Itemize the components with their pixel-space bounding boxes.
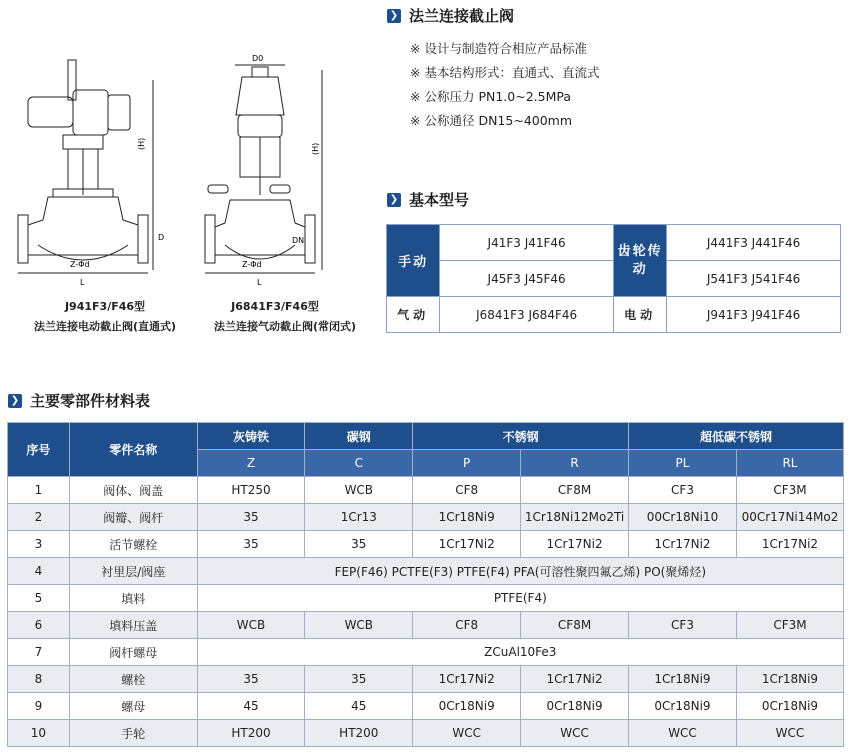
table-cell: 活节螺栓 (69, 531, 197, 558)
dim-dn-right: DN (292, 236, 305, 245)
table-cell: WCC (413, 720, 521, 747)
table-cell: 4 (8, 558, 70, 585)
model-title-text: 基本型号 (409, 191, 470, 209)
table-cell: 1Cr18Ni12Mo2Ti (521, 504, 629, 531)
section-valve-title (387, 5, 514, 26)
model-value: J941F3 J941F46 (667, 297, 841, 333)
table-cell: 35 (197, 504, 305, 531)
bullet-mark: ※ (410, 65, 421, 80)
bullet-text: 公称通径 DN15~400mm (424, 113, 573, 128)
chevron-right-icon: ❯ (8, 394, 22, 408)
table-cell: 10 (8, 720, 70, 747)
dim-l-left: L (80, 278, 85, 287)
model-label-electric: 电动 (613, 297, 666, 333)
table-cell: FEP(F46) PCTFE(F3) PTFE(F4) PFA(可溶性聚四氟乙烯) PO(聚烯烃) (197, 558, 843, 585)
header-sub: Z (197, 450, 305, 477)
model-value: J441F3 J441F46 (667, 225, 841, 261)
table-row (8, 504, 844, 531)
table-cell: 螺栓 (69, 666, 197, 693)
right-model: J6841F3/F46型 (231, 300, 319, 313)
table-cell: HT250 (197, 477, 305, 504)
table-cell: 1Cr17Ni2 (413, 666, 521, 693)
table-cell: CF8 (413, 612, 521, 639)
table-row (8, 612, 844, 639)
table-cell: 0Cr18Ni9 (521, 693, 629, 720)
table-cell: 3 (8, 531, 70, 558)
bullet-text: 设计与制造符合相应产品标准 (424, 41, 587, 56)
header-group-carbon-steel: 碳钢 (305, 423, 413, 450)
table-cell: 35 (197, 531, 305, 558)
table-cell: 1Cr17Ni2 (413, 531, 521, 558)
bullet-mark: ※ (410, 113, 421, 128)
dim-d0-right: D0 (252, 54, 264, 63)
table-cell: 5 (8, 585, 70, 612)
model-table (386, 224, 841, 333)
bullet-mark: ※ (410, 41, 421, 56)
materials-title-text: 主要零部件材料表 (30, 392, 151, 410)
header-group-stainless: 不锈钢 (413, 423, 629, 450)
table-cell: ZCuAl10Fe3 (197, 639, 843, 666)
header-no: 序号 (8, 423, 70, 477)
table-cell: CF3 (629, 612, 737, 639)
right-caption: 法兰连接气动截止阀(常闭式) (213, 320, 357, 333)
table-cell: 6 (8, 612, 70, 639)
valve-title-text: 法兰连接截止阀 (409, 7, 515, 25)
table-row (8, 558, 844, 585)
model-value: J45F3 J45F46 (440, 261, 614, 297)
table-cell: 1Cr17Ni2 (521, 531, 629, 558)
table-cell: 35 (305, 531, 413, 558)
table-row (8, 693, 844, 720)
chevron-right-icon: ❯ (387, 9, 401, 23)
header-sub: P (413, 450, 521, 477)
table-cell: 00Cr18Ni10 (629, 504, 737, 531)
header-sub: C (305, 450, 413, 477)
table-cell: PTFE(F4) (197, 585, 843, 612)
table-cell: HT200 (305, 720, 413, 747)
table-cell: CF3 (629, 477, 737, 504)
drawing-pneumatic-valve (200, 45, 340, 290)
table-cell: 0Cr18Ni9 (736, 693, 843, 720)
table-cell: 2 (8, 504, 70, 531)
header-sub: R (521, 450, 629, 477)
table-cell: 00Cr17Ni14Mo2 (736, 504, 843, 531)
table-cell: 1 (8, 477, 70, 504)
dim-z-left: Z-Φd (70, 260, 90, 269)
table-cell: WCC (521, 720, 629, 747)
table-row (8, 720, 844, 747)
table-cell: 35 (197, 666, 305, 693)
dim-h-right: (H) (311, 142, 320, 155)
model-label-gear: 齿轮传动 (613, 225, 666, 297)
table-cell: 阀瓣、阀杆 (69, 504, 197, 531)
dim-h-left: (H) (137, 137, 146, 150)
header-group-cast-iron: 灰铸铁 (197, 423, 305, 450)
table-cell: WCB (305, 477, 413, 504)
table-cell: 阀杆螺母 (69, 639, 197, 666)
table-cell: 8 (8, 666, 70, 693)
table-cell: 螺母 (69, 693, 197, 720)
table-cell: 0Cr18Ni9 (413, 693, 521, 720)
header-group-low-carbon-stainless: 超低碳不锈钢 (629, 423, 844, 450)
table-row (8, 477, 844, 504)
bullet-item (410, 109, 600, 133)
bullet-text: 公称压力 PN1.0~2.5MPa (424, 89, 571, 104)
table-cell: 45 (197, 693, 305, 720)
model-value: J541F3 J541F46 (667, 261, 841, 297)
table-row (8, 666, 844, 693)
bullet-item (410, 37, 600, 61)
chevron-right-icon: ❯ (387, 193, 401, 207)
table-cell: 45 (305, 693, 413, 720)
table-cell: WCB (197, 612, 305, 639)
bullet-item (410, 85, 600, 109)
table-cell: 衬里层/阀座 (69, 558, 197, 585)
electric-valve-icon (8, 45, 183, 290)
table-cell: CF8M (521, 477, 629, 504)
table-cell: 1Cr17Ni2 (521, 666, 629, 693)
dim-l-right: L (257, 278, 262, 287)
table-cell: WCC (736, 720, 843, 747)
table-cell: 35 (305, 666, 413, 693)
table-cell: 1Cr18Ni9 (413, 504, 521, 531)
table-cell: WCB (305, 612, 413, 639)
model-label-pneumatic: 气动 (387, 297, 440, 333)
valve-bullets (410, 37, 600, 133)
materials-table (7, 422, 844, 747)
dim-d-left: D (158, 233, 165, 242)
table-cell: 手轮 (69, 720, 197, 747)
bullet-text: 基本结构形式：直通式、直流式 (424, 65, 600, 80)
section-model-title (387, 189, 469, 210)
drawing-electric-valve (8, 45, 183, 290)
bullet-item (410, 61, 600, 85)
table-cell: CF8 (413, 477, 521, 504)
section-materials-title (8, 390, 150, 411)
table-cell: CF3M (736, 477, 843, 504)
table-cell: 1Cr13 (305, 504, 413, 531)
left-caption: 法兰连接电动截止阀(直通式) (33, 320, 177, 333)
table-cell: 0Cr18Ni9 (629, 693, 737, 720)
model-value: J6841F3 J684F46 (440, 297, 614, 333)
table-cell: 填料压盖 (69, 612, 197, 639)
table-cell: 1Cr17Ni2 (736, 531, 843, 558)
pneumatic-valve-icon (200, 45, 340, 290)
table-cell: 7 (8, 639, 70, 666)
table-cell: 填料 (69, 585, 197, 612)
table-cell: 阀体、阀盖 (69, 477, 197, 504)
table-row (8, 531, 844, 558)
header-sub: PL (629, 450, 737, 477)
bullet-mark: ※ (410, 89, 421, 104)
table-cell: 9 (8, 693, 70, 720)
table-cell: 1Cr18Ni9 (629, 666, 737, 693)
table-cell: 1Cr18Ni9 (736, 666, 843, 693)
table-row (8, 585, 844, 612)
left-model: J941F3/F46型 (64, 300, 146, 313)
header-part: 零件名称 (69, 423, 197, 477)
table-cell: HT200 (197, 720, 305, 747)
table-cell: CF3M (736, 612, 843, 639)
model-label-manual: 手动 (387, 225, 440, 297)
header-sub: RL (736, 450, 843, 477)
model-value: J41F3 J41F46 (440, 225, 614, 261)
table-cell: 1Cr17Ni2 (629, 531, 737, 558)
table-cell: WCC (629, 720, 737, 747)
table-cell: CF8M (521, 612, 629, 639)
table-row (8, 639, 844, 666)
dim-z-right: Z-Φd (242, 260, 262, 269)
